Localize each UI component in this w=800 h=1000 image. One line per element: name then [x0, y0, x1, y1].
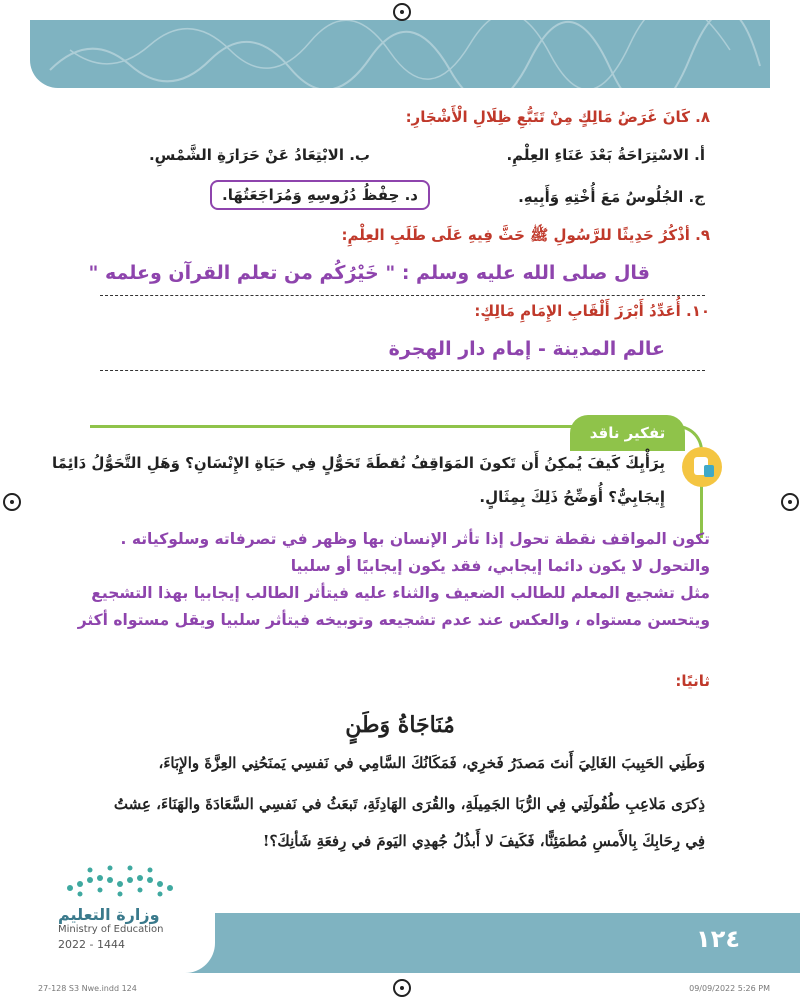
answer-line [100, 295, 705, 296]
critical-thinking-question-line2: إِيجَابِيٌّ؟ أُوَضِّحُ ذَلِكَ بِمِثَالٍ. [479, 488, 665, 506]
option-d-selected[interactable]: د. حِفْظُ دُرُوسِهِ وَمُرَاجَعَتُهَا. [210, 180, 430, 210]
question-10: ١٠. أُعَدِّدُ أَبْرَزَ أَلْقَابِ الإِمَامِ مَالِكٍ: [474, 302, 710, 320]
header-band [30, 20, 770, 88]
registration-mark-icon [393, 3, 411, 21]
answer-line [100, 370, 705, 371]
print-slug-file: 27-128 S3 Nwe.indd 124 [38, 984, 137, 993]
arabesque-pattern [30, 20, 770, 88]
critical-thinking-tab: تفكير ناقد [570, 415, 685, 451]
answer-9: قال صلى الله عليه وسلم : " خَيْرُكُم من تعلم القرآن وعلمه " [88, 262, 650, 284]
ministry-logo-icon [62, 858, 177, 902]
puzzle-head-icon [680, 445, 724, 489]
ministry-year: 2022 - 1444 [58, 938, 125, 951]
question-9: ٩. أذْكُرُ حَدِيثًا للرَّسُولِ ﷺ حَثَّ فِيهِ عَلَى طَلَبِ العِلْمِ: [341, 226, 710, 244]
critical-thinking-question-line1: بِرَأْيِكَ كَيفَ يُمكِنُ أَن تَكونَ المَوَاقِفُ نُقطَةَ تَحَوُّلٍ فِي حَيَاةِ الإِنْسَانِ؟ وَهَلِ التَّحَوُّلُ دَائِمًا [52, 454, 665, 472]
critical-thinking-answer-line: والتحول لا يكون دائما إيجابي، فقد يكون إيجابيًا أو سلبيا [290, 557, 710, 575]
critical-thinking-answer-line: ويتحسن مستواه ، والعكس عند عدم تشجيعه وتوبيخه فيتأثر سلبيا ويقل مستواه أكثر [77, 611, 710, 629]
critical-thinking-answer-line: تكون المواقف نقطة تحول إذا تأثر الإنسان بها وظهر في تصرفاته وسلوكياته . [120, 530, 710, 548]
option-b[interactable]: ب. الابْتِعَادُ عَنْ حَرَارَةِ الشَّمْسِ. [148, 146, 370, 164]
critical-thinking-answer-line: مثل تشجيع المعلم للطالب الضعيف والثناء عليه فيتأثر الطالب إيجابيا بهذا التشجيع [91, 584, 710, 602]
option-a[interactable]: أ. الاسْتِرَاحَةُ بَعْدَ عَنَاءِ العِلْمِ. [506, 146, 705, 164]
ministry-name-en: Ministry of Education [58, 924, 164, 935]
ministry-name-ar: وزارة التعليم [58, 905, 160, 924]
answer-10: عالم المدينة - إمام دار الهجرة [388, 338, 665, 360]
option-c[interactable]: ج. الجُلُوسُ مَعَ أُخْتِهِ وَأَبِيهِ. [518, 188, 705, 206]
text-line: فِي رِحَابِكَ بِالأَمسِ مُطمَئِنًّا، فَكَيفَ لا أَبذُلُ جُهدِي اليَومَ في رِفعَةِ شَأنِكَ؟! [262, 832, 705, 850]
text-line: وَطَنِي الحَبِيبَ الغَالِيَ أَنتَ مَصدَرُ فَخرِي، فَمَكَانُكَ السَّامِي في نَفسِي يَمنَحُنِي العِزَّةَ والإِبَاءَ، [158, 754, 705, 772]
section-two-label: ثانيًا: [675, 672, 710, 690]
print-slug-date: 09/09/2022 5:26 PM [689, 984, 770, 993]
text-line: ذِكرَى مَلاعِبِ طُفُولَتِي فِي الرُّبَا الجَمِيلَةِ، والقُرَى الهَادِئَةِ، تَبعَثُ في نَفسِي السَّعَادَةَ والهَنَاءَ، عِشتُ [113, 795, 705, 813]
page-number: ١٢٤ [696, 925, 740, 953]
registration-mark-icon [781, 493, 799, 511]
text-title: مُنَاجَاةُ وَطَنٍ [345, 712, 455, 738]
registration-mark-icon [393, 979, 411, 997]
question-8: ٨. كَانَ غَرَضُ مَالِكٍ مِنْ تَتَبُّعِ ظِلَالِ الْأَشْجَارِ: [405, 108, 710, 126]
registration-mark-icon [3, 493, 21, 511]
